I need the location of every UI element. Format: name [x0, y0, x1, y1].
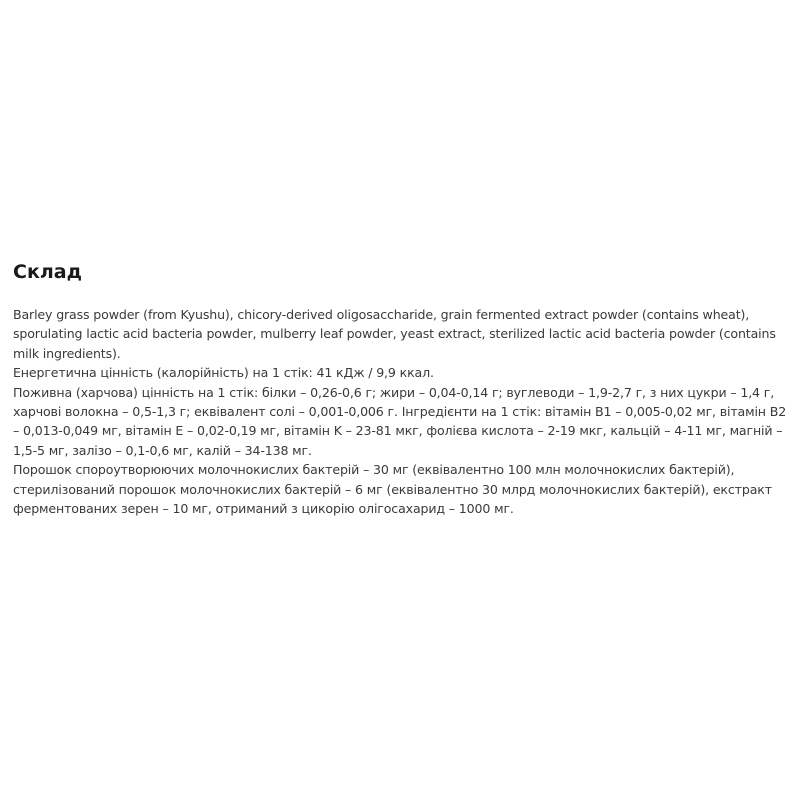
bacteria-composition-paragraph: Порошок спороутворюючих молочнокислих бактерій – 30 мг (еквівалентно 100 млн молочнокислих бактерій), стерилізований порошок молочнокислих бактерій – 6 мг (еквівалентно 30 млрд молочнокислих бактерій), екстракт ферментованих зерен – 10 мг, отриманий з цикорію олігосахарид – 1000 мг. [13, 462, 772, 517]
composition-text [13, 305, 787, 518]
energy-value-paragraph: Енергетична цінність (калорійність) на 1 стік: 41 кДж / 9,9 ккал. [13, 365, 434, 381]
section-heading: Склад [13, 261, 82, 283]
ingredients-english-paragraph: Barley grass powder (from Kyushu), chicory-derived oligosaccharide, grain fermented extract powder (contains wheat), sporulating lactic acid bacteria powder, mulberry leaf powder, yeast extract, sterilized lactic acid bacteria powder (contains milk ingredients). [13, 307, 776, 361]
nutritional-value-paragraph: Поживна (харчова) цінність на 1 стік: білки – 0,26-0,6 г; жири – 0,04-0,14 г; вуглеводи – 1,9-2,7 г, з них цукри – 1,4 г, харчові волокна – 0,5-1,3 г; еквівалент солі – 0,001-0,006 г. Інгредієнти на 1 стік: вітамін B1 – 0,005-0,02 мг, вітамін B2 – 0,013-0,049 мг, вітамін E – 0,02-0,19 мг, вітамін K – 23-81 мкг, фолієва кислота – 2-19 мкг, кальцій – 4-11 мг, магній – 1,5-5 мг, залізо – 0,1-0,6 мг, калій – 34-138 мг. [13, 384, 787, 458]
composition-section [13, 258, 787, 518]
